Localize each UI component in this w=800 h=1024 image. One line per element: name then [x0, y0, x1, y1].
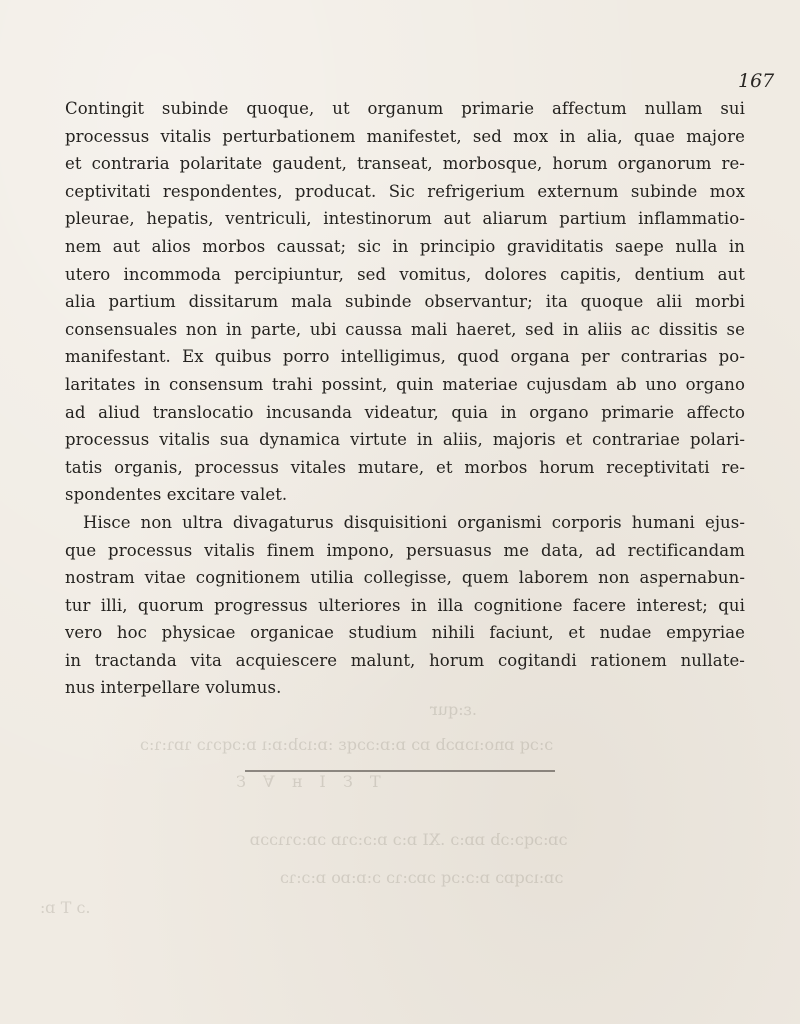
text-line: spondentes excitare valet.	[65, 485, 288, 505]
bleed-through-text: .ε:qur	[430, 700, 477, 719]
bleed-through-text: .ɔ T ɒ:	[40, 898, 91, 917]
text-line: Contingit subinde quoque, ut organum primarie affectum nullam sui	[65, 99, 745, 118]
text-line: et contraria polaritate gaudent, transeat, morbosque, horum organorum re-	[65, 154, 745, 174]
text-line: processus vitalis perturbationem manifestet, sed mox in alia, quae majore	[65, 126, 745, 146]
text-line: nem aut alios morbos caussat; sic in principio graviditatis saepe nulla in	[65, 236, 745, 256]
text-line: Hisce non ultra divagaturus disquisitioni organismi corporis humani ejus-	[83, 512, 745, 532]
text-line: nus interpellare volumus.	[65, 678, 282, 698]
text-line: alia partium dissitarum mala subinde observantur; ita quoque alii morbi	[65, 292, 745, 312]
text-line: processus vitalis sua dynamica virtute in aliis, majoris et contrariae polari-	[65, 430, 745, 450]
bleed-through-text: ɔɒ:ıɔqɒɔ ɒ:ɔ:ɔq ɔɒɔ:ɿɔ ɔ:ɒ:ɒo ɒ:ɔ:ɿɔ	[280, 868, 564, 887]
text-line: manifestant. Ex quibus porro intelligimus, quod organa per contrarias po-	[65, 347, 745, 367]
text-line: tatis organis, processus vitales mutare, et morbos horum receptivitati re-	[65, 457, 745, 477]
text-line: ceptivitati respondentes, producat. Sic refrigerium externum subinde mox	[65, 181, 745, 201]
page-number: 167	[738, 70, 775, 92]
bleed-through-text: T Ɛ I ʜ Ɐ Ɛ	[230, 772, 381, 791]
text-line: utero incommoda percipiuntur, sed vomitus, dolores capitis, dentium aut	[65, 264, 745, 284]
text-line: tur illi, quorum progressus ulteriores in illa cognitione facere interest; qui	[65, 595, 745, 615]
bleed-through-text: ɔ:ɔq ɒno:ıɔɒɔb ɒɔ ɒ:ɒ:ɔɔqɛ :ɒ:ıɔb:ɒ:ı ɒ:ɔqɔɿɔ ɿɒɿ:ɿ:ɔ	[140, 735, 554, 754]
text-line: vero hoc physicae organicae studium nihili faciunt, et nudae empyriae	[65, 623, 745, 643]
text-line: consensuales non in parte, ubi caussa mali haeret, sed in aliis ac dissitis se	[65, 319, 745, 339]
text-line: ad aliud translocatio incusanda videatur, quia in organo primarie affecto	[65, 402, 745, 422]
text-line: in tractanda vita acquiescere malunt, horum cogitandi rationem nullate-	[65, 650, 745, 670]
bleed-through-text: ɔɒ:ɔqɔ:ɔb ɒɒ:ɔ .XI ɒ:ɔ ɒ:ɔ:ɔɿɒ ɔɒ:ɔɿɿɔɔɒ	[250, 830, 568, 849]
text-line: nostram vitae cognitionem utilia collegisse, quem laborem non aspernabun-	[65, 568, 745, 588]
text-line: que processus vitalis finem impono, persuasus me data, ad rectificandam	[65, 540, 745, 560]
body-text	[65, 95, 745, 702]
text-line: pleurae, hepatis, ventriculi, intestinorum aut aliarum partium inflammatio-	[65, 209, 745, 229]
text-line: laritates in consensum trahi possint, quin materiae cujusdam ab uno organo	[65, 374, 745, 394]
